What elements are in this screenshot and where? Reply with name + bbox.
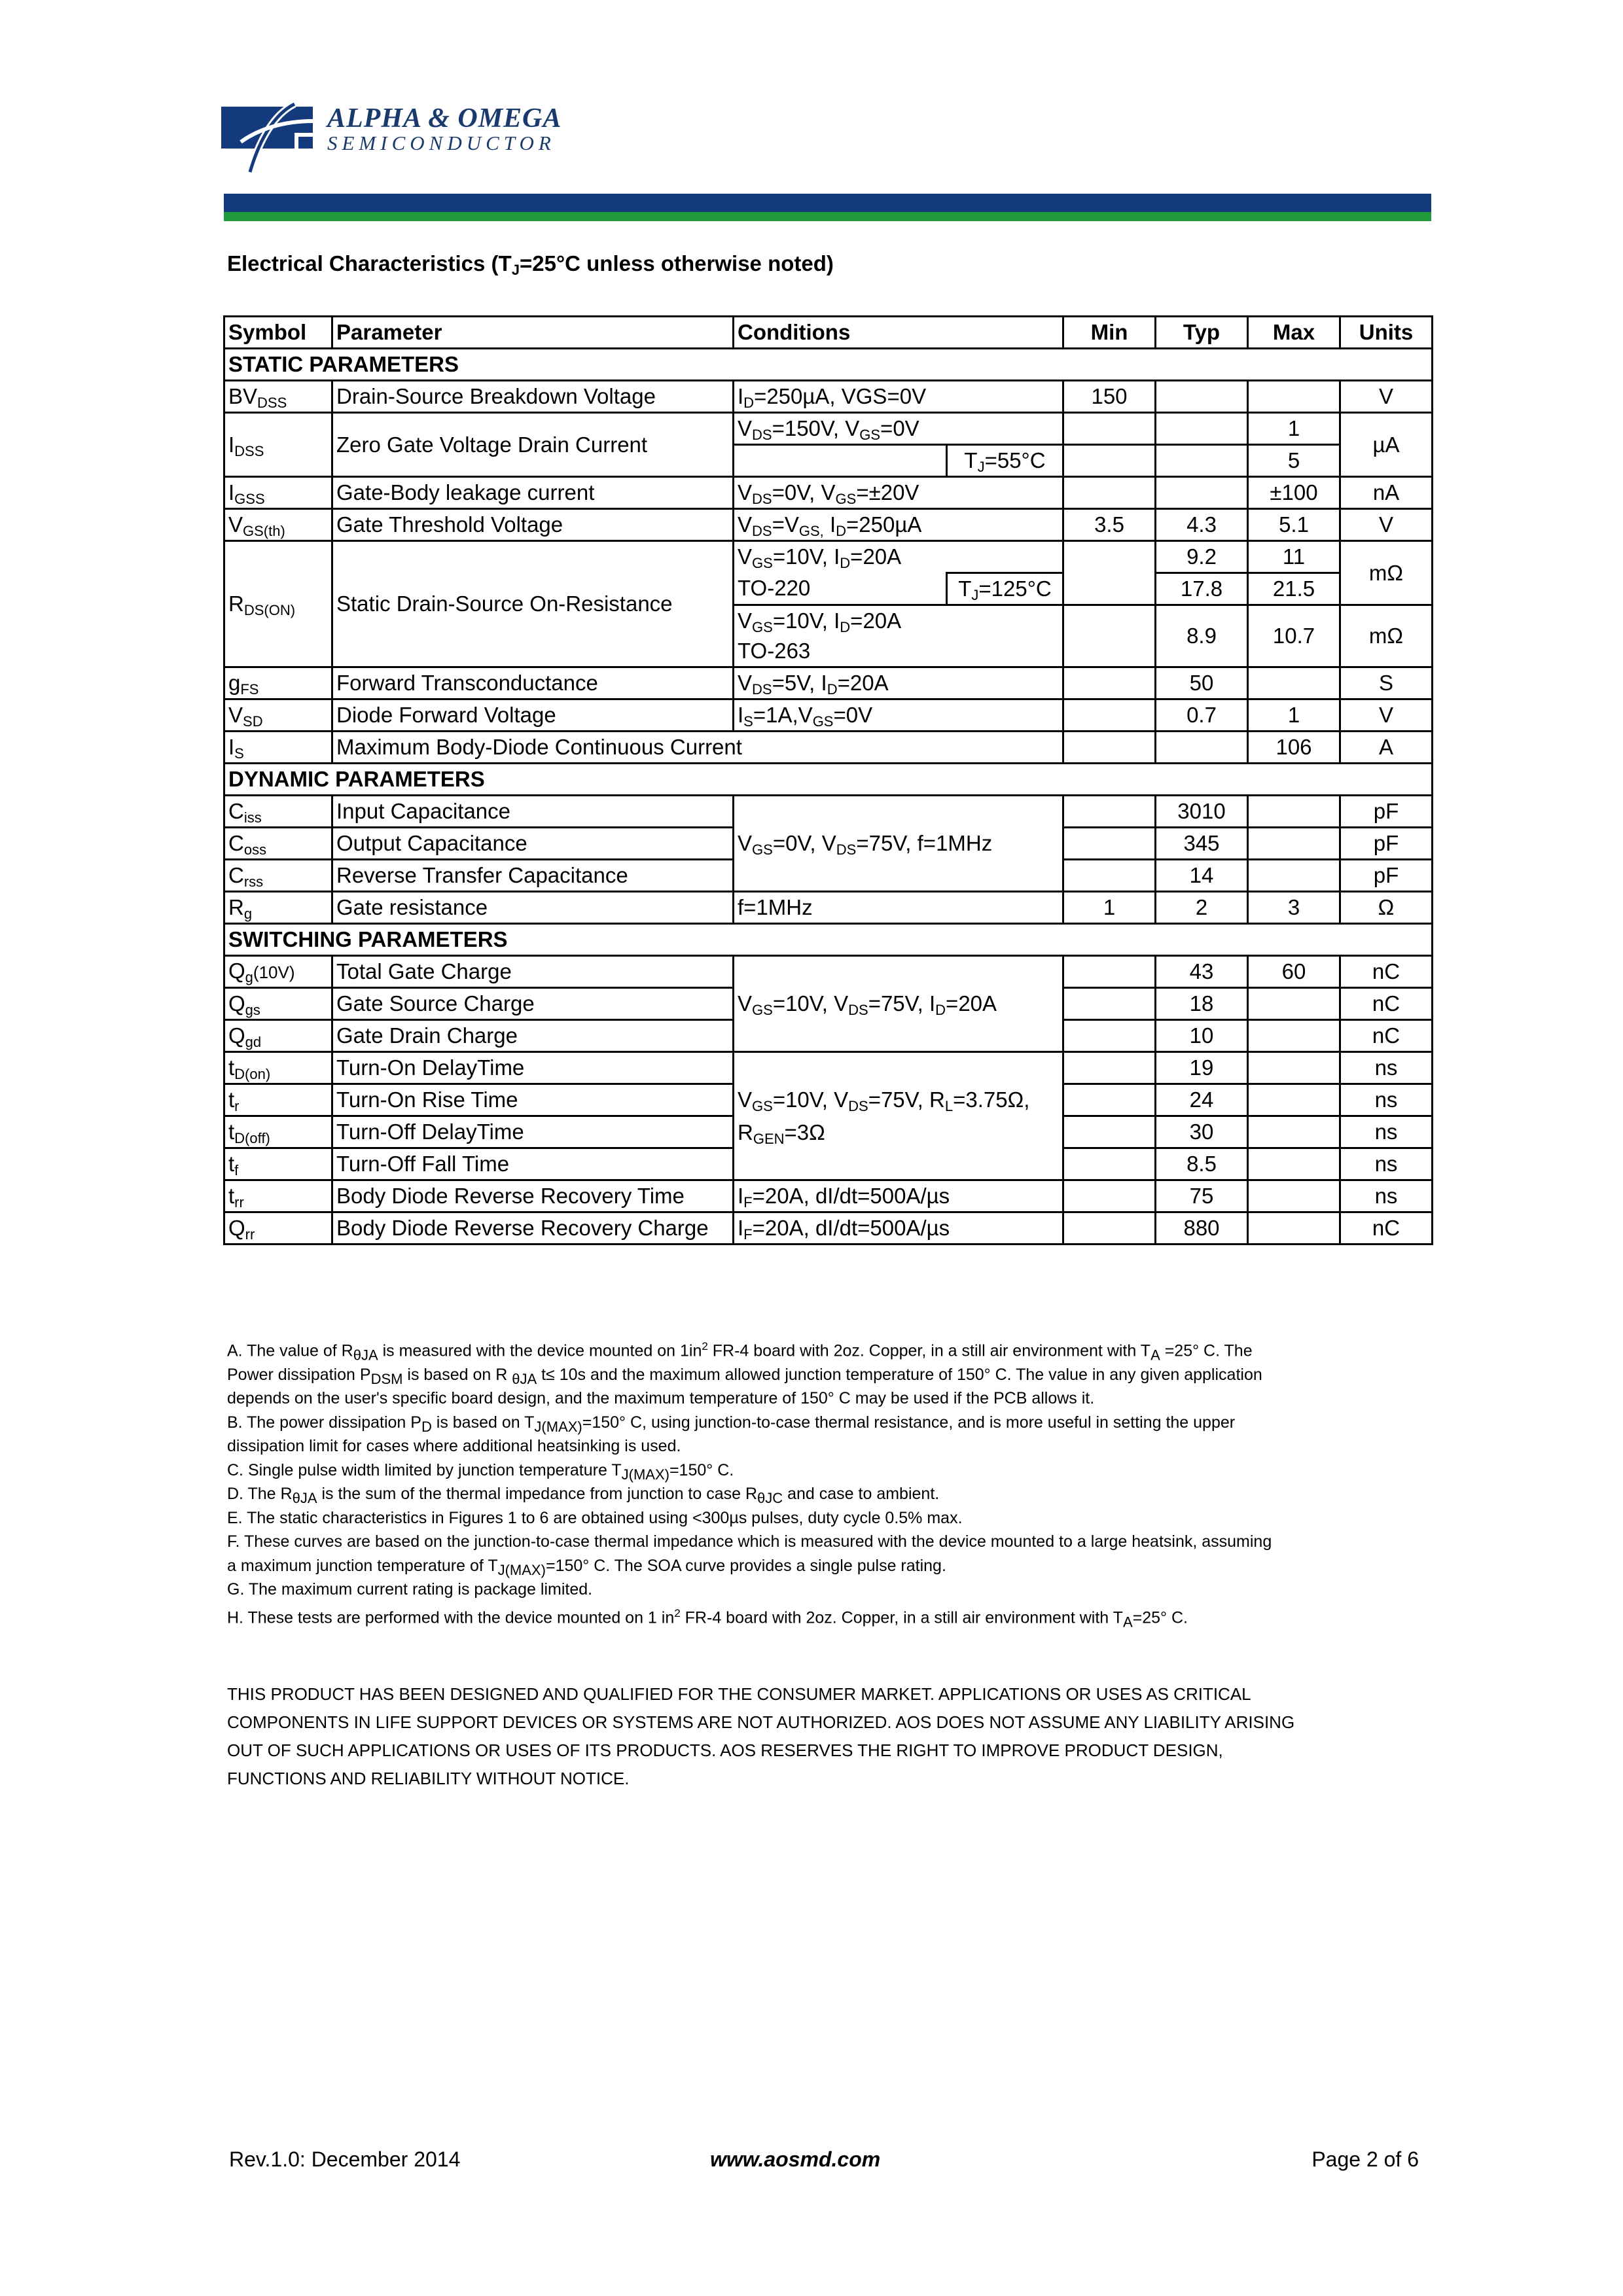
- header-symbol: Symbol: [224, 317, 332, 349]
- symbol-qrr: $Q_{rr}$: [224, 1212, 332, 1245]
- note-f-line2: a maximum junction temperature of $T_{J(MAX)}=150^\circ$ C. The SOA curve provides a single pulse rating.: [227, 1556, 946, 1578]
- param-crss: Reverse Transfer Capacitance: [332, 860, 734, 892]
- param-tf: Turn-Off Fall Time: [332, 1148, 734, 1180]
- max-trr: [1248, 1180, 1340, 1212]
- max-tr: [1248, 1084, 1340, 1116]
- typ-idss-1: [1156, 413, 1248, 445]
- param-idss: Zero Gate Voltage Drain Current: [332, 413, 734, 477]
- min-vgsth: 3.5: [1063, 509, 1156, 541]
- max-qg: 60: [1248, 956, 1340, 988]
- unit-tdoff: ns: [1340, 1116, 1433, 1148]
- header-band-green: [224, 212, 1431, 221]
- typ-is: [1156, 732, 1248, 764]
- disclaimer-line-3: OUT OF SUCH APPLICATIONS OR USES OF ITS PRODUCTS. AOS RESERVES THE RIGHT TO IMPROVE PRODUCT DESIGN,: [227, 1740, 1223, 1760]
- table-row: [224, 509, 1433, 541]
- symbol-vgsth: $V_{GS(th)}$: [224, 509, 332, 541]
- symbol-tr: $t_r$: [224, 1084, 332, 1116]
- unit-trr: ns: [1340, 1180, 1433, 1212]
- table-row: [224, 381, 1433, 413]
- typ-bvdss: [1156, 381, 1248, 413]
- unit-gfs: S: [1340, 667, 1433, 699]
- note-a-line2: Power dissipation $P_{DSM}$ is based on R $_{\theta JA}$ t≤ 10s and the maximum allowed junction temperature of 150° C. The value in any given application: [227, 1365, 1262, 1387]
- symbol-tdoff: $t_{D(off)}$: [224, 1116, 332, 1148]
- unit-vgsth: V: [1340, 509, 1433, 541]
- table-row: [224, 1212, 1433, 1245]
- param-tr: Turn-On Rise Time: [332, 1084, 734, 1116]
- symbol-qg: $Q_g(10V)$: [224, 956, 332, 988]
- symbol-bvdss: $BV_{DSS}$: [224, 381, 332, 413]
- cond-gate-charge: $V_{GS}=10V$, $V_{DS}=75V$, $I_D=20A$: [734, 956, 1063, 1052]
- typ-qgs: 18: [1156, 988, 1248, 1020]
- param-qrr: Body Diode Reverse Recovery Charge: [332, 1212, 734, 1245]
- typ-rg: 2: [1156, 892, 1248, 924]
- note-d: D. The $R_{\theta JA}$ is the sum of the thermal impedance from junction to case $R_{\theta JC}$ and case to ambient.: [227, 1485, 940, 1507]
- cond-vgsth: $V_{DS}=V_{GS,}$ $I_D=250\mu A$: [734, 509, 1063, 541]
- table-header-row: [224, 317, 1433, 349]
- cond-gfs: $V_{DS}=5V$, $I_D=20A$: [734, 667, 1063, 699]
- max-rg: 3: [1248, 892, 1340, 924]
- typ-rdson-1: 9.2: [1156, 541, 1248, 573]
- max-bvdss: [1248, 381, 1340, 413]
- unit-qgd: nC: [1340, 1020, 1433, 1052]
- symbol-rg: $R_g$: [224, 892, 332, 924]
- max-tdoff: [1248, 1116, 1340, 1148]
- min-coss: [1063, 828, 1156, 860]
- disclaimer-line-1: THIS PRODUCT HAS BEEN DESIGNED AND QUALIFIED FOR THE CONSUMER MARKET. APPLICATIONS OR USES AS CRITICAL: [227, 1684, 1251, 1704]
- param-qgs: Gate Source Charge: [332, 988, 734, 1020]
- typ-rdson-2: 17.8: [1156, 573, 1248, 605]
- header-band-blue: [224, 194, 1431, 212]
- cond-capacitance: $V_{GS}=0V$, $V_{DS}=75V$, f=1MHz: [734, 796, 1063, 892]
- max-qgs: [1248, 988, 1340, 1020]
- table-row: [224, 541, 1433, 573]
- param-is: Maximum Body-Diode Continuous Current: [332, 732, 1063, 764]
- symbol-idss: $I_{DSS}$: [224, 413, 332, 477]
- unit-tdon: ns: [1340, 1052, 1433, 1084]
- header-max: Max: [1248, 317, 1340, 349]
- typ-idss-2: [1156, 445, 1248, 477]
- param-vgsth: Gate Threshold Voltage: [332, 509, 734, 541]
- cond-idss-2: $T_J=55^\circ C$: [947, 445, 1063, 477]
- unit-is: A: [1340, 732, 1433, 764]
- note-g: G. The maximum current rating is package limited.: [227, 1580, 593, 1599]
- footnotes: [227, 1335, 1425, 1630]
- footer-page-number: Page 2 of 6: [1311, 2147, 1419, 2171]
- max-is: 106: [1248, 732, 1340, 764]
- max-rdson-3: 10.7: [1248, 605, 1340, 667]
- min-idss-1: [1063, 413, 1156, 445]
- cond-rdson-3b: TO-263: [734, 636, 1063, 667]
- min-tdon: [1063, 1052, 1156, 1084]
- company-subtitle: SEMICONDUCTOR: [327, 132, 556, 154]
- unit-rdson-3: mΩ: [1340, 605, 1433, 667]
- param-rdson: Static Drain-Source On-Resistance: [332, 541, 734, 667]
- param-vsd: Diode Forward Voltage: [332, 699, 734, 732]
- note-a-line3: depends on the user's specific board design, and the maximum temperature of 150° C may be used if the PCB allows it.: [227, 1389, 1095, 1408]
- footer-revision: Rev.1.0: December 2014: [229, 2147, 461, 2171]
- electrical-characteristics-table: [223, 315, 1433, 1245]
- table-row: [224, 796, 1433, 828]
- header-min: Min: [1063, 317, 1156, 349]
- symbol-is: $I_S$: [224, 732, 332, 764]
- symbol-qgs: $Q_{gs}$: [224, 988, 332, 1020]
- section-row-dynamic: [224, 764, 1433, 796]
- typ-qgd: 10: [1156, 1020, 1248, 1052]
- cond-idss-1: $V_{DS}=150V$, $V_{GS}=0V$: [734, 413, 1063, 445]
- symbol-gfs: $g_{FS}$: [224, 667, 332, 699]
- footer-website-link[interactable]: www.aosmd.com: [710, 2147, 881, 2171]
- min-qgd: [1063, 1020, 1156, 1052]
- typ-qg: 43: [1156, 956, 1248, 988]
- typ-tdon: 19: [1156, 1052, 1248, 1084]
- min-vsd: [1063, 699, 1156, 732]
- param-ciss: Input Capacitance: [332, 796, 734, 828]
- section-switching: SWITCHING PARAMETERS: [224, 924, 1433, 956]
- min-trr: [1063, 1180, 1156, 1212]
- cond-rdson-2a: TO-220: [734, 573, 947, 605]
- min-igss: [1063, 477, 1156, 509]
- min-qrr: [1063, 1212, 1156, 1245]
- min-tr: [1063, 1084, 1156, 1116]
- min-gfs: [1063, 667, 1156, 699]
- header-conditions: Conditions: [734, 317, 1063, 349]
- symbol-trr: $t_{rr}$: [224, 1180, 332, 1212]
- unit-rdson-1: mΩ: [1340, 541, 1433, 605]
- typ-igss: [1156, 477, 1248, 509]
- cond-trr: $I_F=20A$, dI/dt=500A/µs: [734, 1180, 1063, 1212]
- note-b-line1: B. The power dissipation $P_D$ is based on $T_{J(MAX)}=150^\circ$ C, using junction-to-case thermal resistance, and is more useful in setting the upper: [227, 1413, 1236, 1435]
- company-name: ALPHA & OMEGA: [327, 103, 562, 133]
- max-vgsth: 5.1: [1248, 509, 1340, 541]
- unit-rg: Ω: [1340, 892, 1433, 924]
- disclaimer-line-4: FUNCTIONS AND RELIABILITY WITHOUT NOTICE.: [227, 1769, 630, 1788]
- table-row: [224, 1052, 1433, 1084]
- note-b-line2: dissipation limit for cases where additional heatsinking is used.: [227, 1437, 681, 1456]
- aos-logo-icon: [221, 101, 319, 175]
- typ-crss: 14: [1156, 860, 1248, 892]
- table-row: [224, 477, 1433, 509]
- symbol-crss: $C_{rss}$: [224, 860, 332, 892]
- cond-switching: $V_{GS}=10V$, $V_{DS}=75V$, $R_L=3.75\Omega$, $R_{GEN}=3\Omega$: [734, 1052, 1063, 1180]
- unit-qgs: nC: [1340, 988, 1433, 1020]
- cond-idss-blank: [734, 445, 947, 477]
- typ-rdson-3: 8.9: [1156, 605, 1248, 667]
- min-bvdss: 150: [1063, 381, 1156, 413]
- note-e: E. The static characteristics in Figures 1 to 6 are obtained using <300µs pulses, duty cycle 0.5% max.: [227, 1508, 963, 1527]
- cond-rdson-2b: $T_J=125^\circ C$: [947, 573, 1063, 605]
- cond-vsd: $I_S=1A,V_{GS}=0V$: [734, 699, 1063, 732]
- symbol-igss: $I_{GSS}$: [224, 477, 332, 509]
- typ-vsd: 0.7: [1156, 699, 1248, 732]
- param-rg: Gate resistance: [332, 892, 734, 924]
- note-a-line1: A. The value of $R_{\theta JA}$ is measured with the device mounted on $1in^2$ FR-4 board with 2oz. Copper, in a still air environment with $T_A =25^\circ$ C. The: [227, 1340, 1253, 1364]
- section-row-switching: [224, 924, 1433, 956]
- table-row: [224, 667, 1433, 699]
- typ-ciss: 3010: [1156, 796, 1248, 828]
- header-typ: Typ: [1156, 317, 1248, 349]
- section-title: Electrical Characteristics ($T_J=25^\circ C$ unless otherwise noted): [227, 251, 834, 278]
- cond-igss: $V_{DS}=0V$, $V_{GS}=\pm 20V$: [734, 477, 1063, 509]
- min-tf: [1063, 1148, 1156, 1180]
- cond-rdson-3: $V_{GS}=10V$, $I_D=20A$: [734, 605, 1063, 637]
- min-ciss: [1063, 796, 1156, 828]
- cond-bvdss: $I_D=250\mu A$, VGS=0V: [734, 381, 1063, 413]
- table-row: [224, 699, 1433, 732]
- table-row: [224, 892, 1433, 924]
- max-rdson-2: 21.5: [1248, 573, 1340, 605]
- max-qgd: [1248, 1020, 1340, 1052]
- note-c: C. Single pulse width limited by junction temperature $T_{J(MAX)}=150^\circ$ C.: [227, 1460, 734, 1483]
- company-logo: [221, 101, 588, 175]
- max-coss: [1248, 828, 1340, 860]
- param-trr: Body Diode Reverse Recovery Time: [332, 1180, 734, 1212]
- unit-crss: pF: [1340, 860, 1433, 892]
- min-crss: [1063, 860, 1156, 892]
- max-igss: ±100: [1248, 477, 1340, 509]
- param-gfs: Forward Transconductance: [332, 667, 734, 699]
- unit-bvdss: V: [1340, 381, 1433, 413]
- max-vsd: 1: [1248, 699, 1340, 732]
- symbol-qgd: $Q_{gd}$: [224, 1020, 332, 1052]
- symbol-tdon: $t_{D(on)}$: [224, 1052, 332, 1084]
- symbol-tf: $t_f$: [224, 1148, 332, 1180]
- param-bvdss: Drain-Source Breakdown Voltage: [332, 381, 734, 413]
- min-rdson-1: [1063, 541, 1156, 605]
- unit-ciss: pF: [1340, 796, 1433, 828]
- symbol-rdson: $R_{DS(ON)}$: [224, 541, 332, 667]
- section-static: STATIC PARAMETERS: [224, 349, 1433, 381]
- unit-tf: ns: [1340, 1148, 1433, 1180]
- symbol-coss: $C_{oss}$: [224, 828, 332, 860]
- param-tdoff: Turn-Off DelayTime: [332, 1116, 734, 1148]
- header-units: Units: [1340, 317, 1433, 349]
- param-qgd: Gate Drain Charge: [332, 1020, 734, 1052]
- max-tdon: [1248, 1052, 1340, 1084]
- table-row: [224, 732, 1433, 764]
- typ-tr: 24: [1156, 1084, 1248, 1116]
- disclaimer-line-2: COMPONENTS IN LIFE SUPPORT DEVICES OR SYSTEMS ARE NOT AUTHORIZED. AOS DOES NOT ASSUME ANY LIABILITY ARISING: [227, 1712, 1295, 1732]
- section-row-static: [224, 349, 1433, 381]
- typ-tdoff: 30: [1156, 1116, 1248, 1148]
- typ-coss: 345: [1156, 828, 1248, 860]
- min-qgs: [1063, 988, 1156, 1020]
- param-tdon: Turn-On DelayTime: [332, 1052, 734, 1084]
- unit-coss: pF: [1340, 828, 1433, 860]
- param-qg: Total Gate Charge: [332, 956, 734, 988]
- min-qg: [1063, 956, 1156, 988]
- max-idss-2: 5: [1248, 445, 1340, 477]
- min-rg: 1: [1063, 892, 1156, 924]
- max-idss-1: 1: [1248, 413, 1340, 445]
- max-rdson-1: 11: [1248, 541, 1340, 573]
- typ-gfs: 50: [1156, 667, 1248, 699]
- section-dynamic: DYNAMIC PARAMETERS: [224, 764, 1433, 796]
- unit-qrr: nC: [1340, 1212, 1433, 1245]
- max-crss: [1248, 860, 1340, 892]
- cond-qrr: $I_F=20A$, dI/dt=500A/µs: [734, 1212, 1063, 1245]
- unit-vsd: V: [1340, 699, 1433, 732]
- param-coss: Output Capacitance: [332, 828, 734, 860]
- table-row: [224, 1180, 1433, 1212]
- min-tdoff: [1063, 1116, 1156, 1148]
- max-ciss: [1248, 796, 1340, 828]
- header-parameter: Parameter: [332, 317, 734, 349]
- cond-rg: f=1MHz: [734, 892, 1063, 924]
- typ-trr: 75: [1156, 1180, 1248, 1212]
- min-rdson-3: [1063, 605, 1156, 667]
- min-is: [1063, 732, 1156, 764]
- unit-qg: nC: [1340, 956, 1433, 988]
- unit-idss: µA: [1340, 413, 1433, 477]
- symbol-ciss: $C_{iss}$: [224, 796, 332, 828]
- unit-tr: ns: [1340, 1084, 1433, 1116]
- max-gfs: [1248, 667, 1340, 699]
- disclaimer: [227, 1680, 1425, 1793]
- symbol-vsd: $V_{SD}$: [224, 699, 332, 732]
- unit-igss: nA: [1340, 477, 1433, 509]
- typ-tf: 8.5: [1156, 1148, 1248, 1180]
- param-igss: Gate-Body leakage current: [332, 477, 734, 509]
- max-qrr: [1248, 1212, 1340, 1245]
- typ-vgsth: 4.3: [1156, 509, 1248, 541]
- typ-qrr: 880: [1156, 1212, 1248, 1245]
- cond-rdson-1: $V_{GS}=10V$, $I_D=20A$: [734, 541, 1063, 573]
- min-idss-2: [1063, 445, 1156, 477]
- note-f-line1: F. These curves are based on the junction-to-case thermal impedance which is measured with the device mounted to a large heatsink, assuming: [227, 1532, 1272, 1551]
- table-row: [224, 413, 1433, 445]
- note-h: H. These tests are performed with the device mounted on 1 $in^2$ FR-4 board with 2oz. Copper, in a still air environment with $T_A=25^\circ$ C.: [227, 1606, 1188, 1631]
- max-tf: [1248, 1148, 1340, 1180]
- table-row: [224, 956, 1433, 988]
